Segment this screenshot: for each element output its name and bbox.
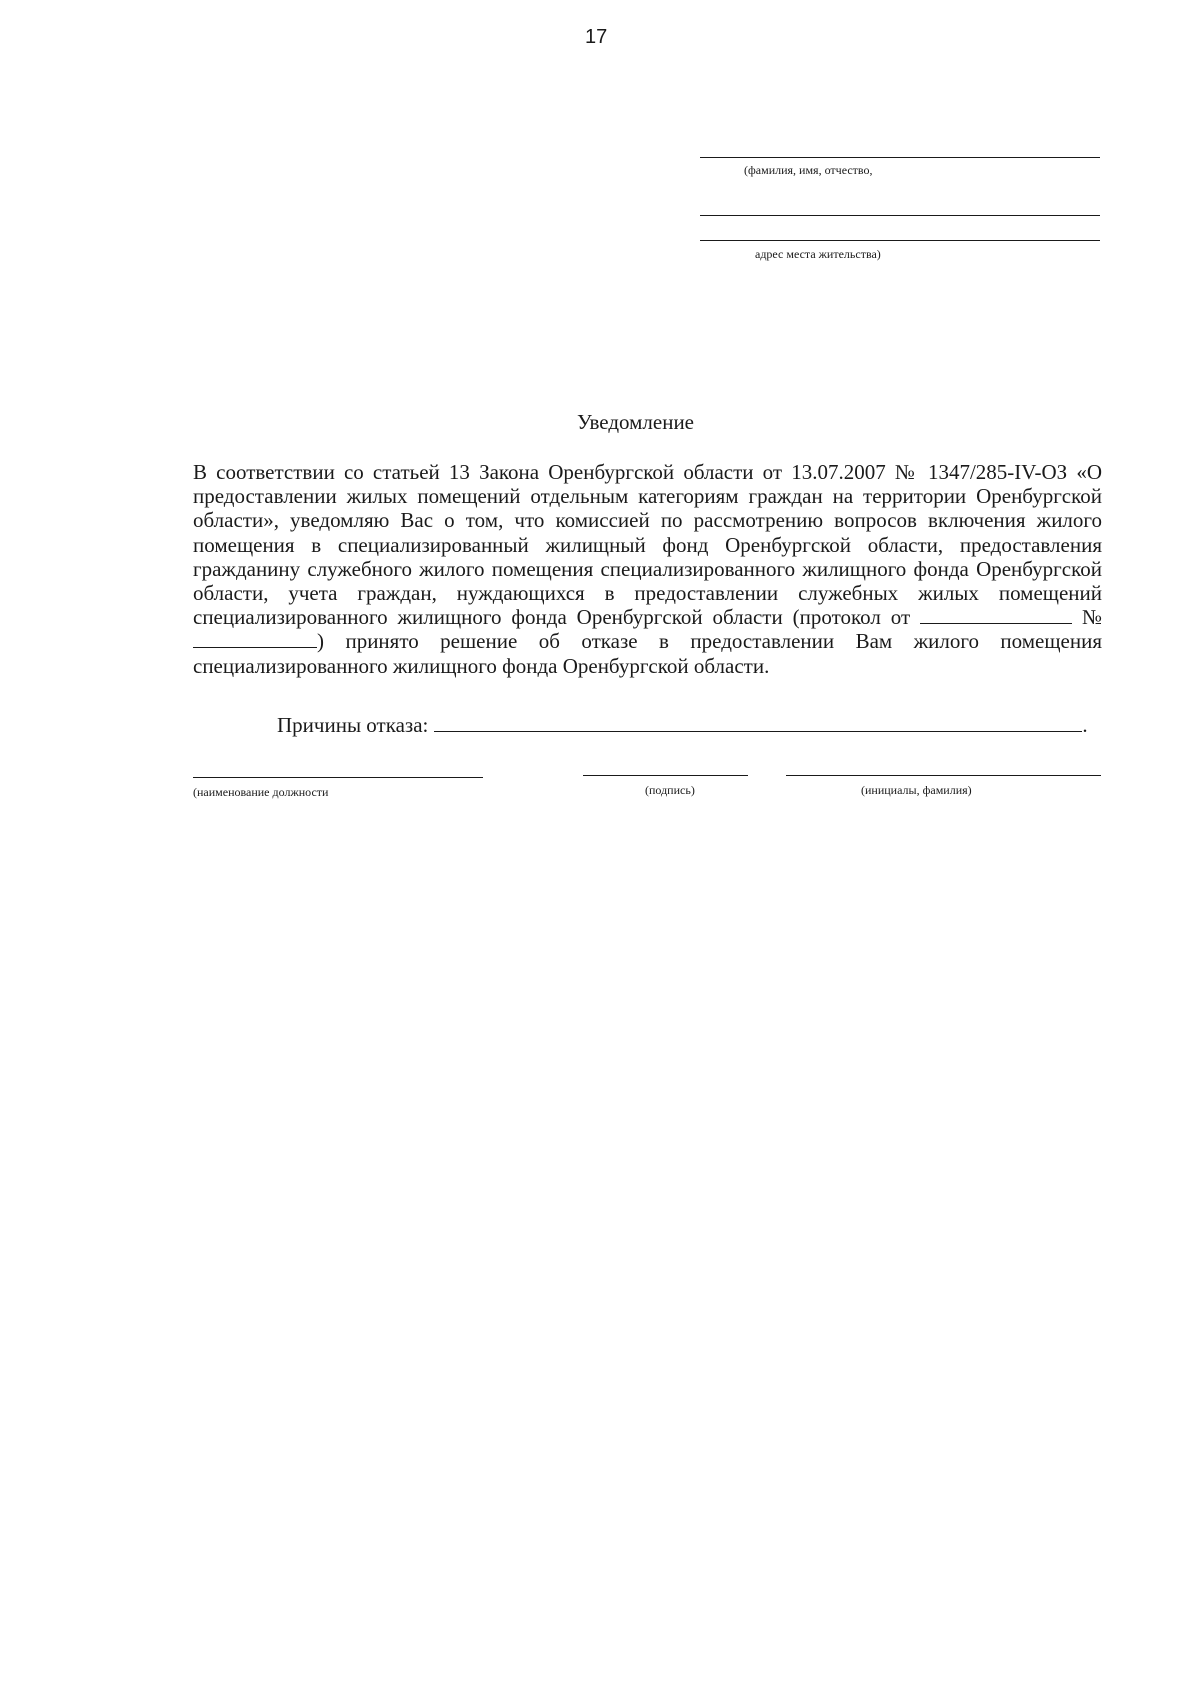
- notice-decision-text: принято решение об отказе в предоставлении Вам жилого помещения специализированного жилищного фонда Оренбургской области.: [193, 629, 1102, 678]
- reasons-end: .: [1082, 713, 1088, 737]
- signature-line: [583, 775, 748, 776]
- recipient-address-line-2: [700, 240, 1100, 241]
- notice-title: Уведомление: [577, 410, 695, 434]
- number-sign: №: [1081, 605, 1103, 630]
- closing-paren: ): [317, 629, 324, 654]
- page-number: 17: [585, 26, 608, 48]
- position-line: [193, 777, 483, 778]
- refusal-reasons: [277, 713, 1088, 737]
- recipient-address-line-1: [700, 215, 1100, 216]
- protocol-number-blank: [193, 631, 317, 648]
- notice-body: [193, 460, 1102, 678]
- recipient-name-line: [700, 157, 1100, 158]
- recipient-address-label: адрес места жительства): [755, 247, 881, 261]
- signature-label: (подпись): [645, 783, 695, 797]
- reasons-label: Причины отказа:: [277, 713, 429, 737]
- notice-paragraph: [193, 460, 1102, 678]
- position-label: (наименование должности: [193, 785, 329, 799]
- initials-line: [786, 775, 1101, 776]
- reasons-blank: [434, 715, 1082, 732]
- protocol-date-blank: [920, 607, 1072, 624]
- recipient-name-label: (фамилия, имя, отчество,: [744, 163, 873, 177]
- initials-label: (инициалы, фамилия): [861, 783, 972, 797]
- notice-text: В соответствии со статьей 13 Закона Оренбургской области от 13.07.2007 № 1347/285-IV-ОЗ «О предоставлении жилых помещений отдельным категориям граждан на территории Оренбургской области», уведомляю Вас о том, что комиссией по рассмотрению вопросов включения жилого помещения в специализированный жилищный фонд Оренбургской области, предоставления гражданину служебного жилого помещения специализированного жилищного фонда Оренбургской области, учета граждан, нуждающихся в предоставлении служебных жилых помещений специализированного жилищного фонда Оренбургской области (протокол от: [193, 460, 1102, 630]
